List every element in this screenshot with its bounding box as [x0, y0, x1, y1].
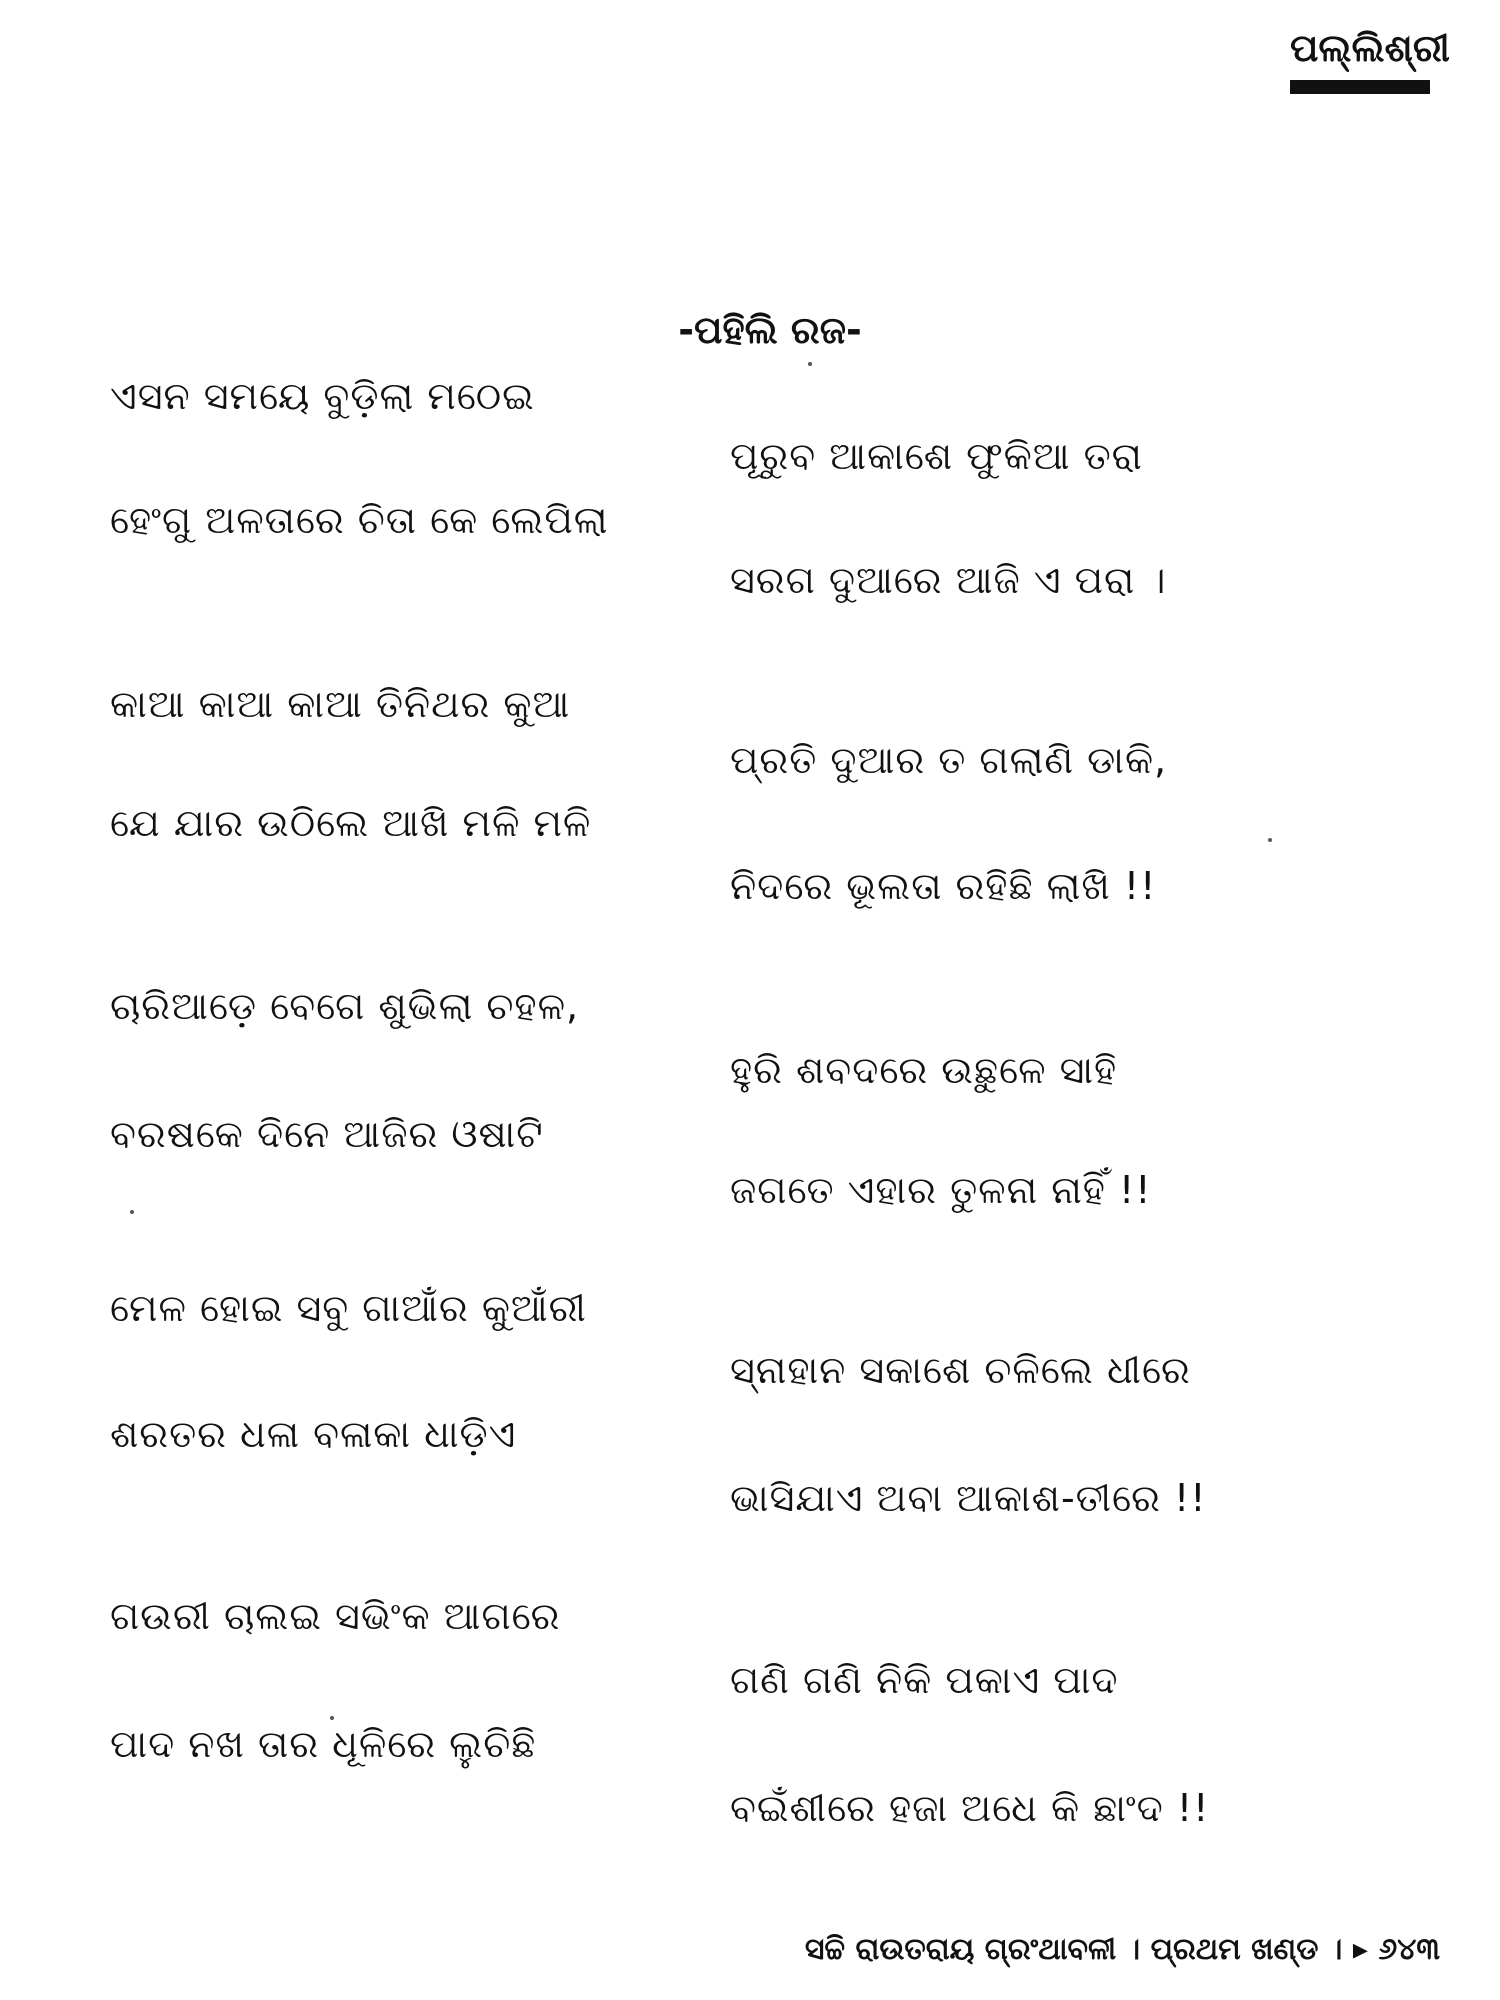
- header-rule: [1290, 80, 1430, 94]
- poem-line: ଜଗତେ ଏହାର ତୁଳନା ନାହିଁ !!: [730, 1168, 1152, 1212]
- poem-line: ହୁରି ଶବଦରେ ଉଛୁଳେ ସାହି: [730, 1048, 1118, 1092]
- poem-line: ନିଦରେ ଭୂଲତା ରହିଛି ଲାଖି !!: [730, 864, 1157, 908]
- header-section-label: ପଲ୍ଲିଶ୍ରୀ: [1290, 26, 1450, 70]
- scan-speck: [808, 362, 812, 366]
- footer-book-info: ସଚ୍ଚି ରାଉତରାୟ ଗ୍ରଂଥାବଳୀ । ପ୍ରଥମ ଖଣ୍ଡ । ▸ ୬୪୩: [804, 1932, 1440, 1967]
- scan-speck: [330, 1716, 334, 1720]
- poem-line: ଏସନ ସମୟେ ବୁଡ଼ିଲା ମଠେଇ: [110, 374, 535, 418]
- scan-speck: [130, 1210, 134, 1214]
- poem-line: ସ୍ନାହାନ ସକାଶେ ଚଳିଲେ ଧୀରେ: [730, 1348, 1191, 1392]
- poem-line: ଚାରିଆଡ଼େ ବେଗେ ଶୁଭିଲା ଚହଳ,: [110, 984, 580, 1028]
- poem-line: ପ୍ରତି ଦୁଆର ତ ଗଲାଣି ଡାକି,: [730, 738, 1168, 782]
- poem-line: ବଇଁଶୀରେ ହଜା ଅଧେ କି ଛାଂଦ !!: [730, 1786, 1210, 1830]
- poem-line: ଶରତର ଧଳା ବଳାକା ଧାଡ଼ିଏ: [110, 1412, 517, 1456]
- poem-line: ହେଂଗୁ ଅଳତାରେ ଚିତା କେ ଲେପିଲା: [110, 498, 609, 542]
- poem-line: ପୂରୁବ ଆକାଶେ ଫୁକିଆ ତରା: [730, 434, 1143, 478]
- poem-title: -ପହିଲି ରଜ-: [678, 308, 862, 352]
- poem-line: ସରଗ ଦୁଆରେ ଆଜି ଏ ପରା ।: [730, 558, 1167, 602]
- poem-line: ଯେ ଯାର ଉଠିଲେ ଆଖି ମଳି ମଳି: [110, 801, 592, 845]
- scan-speck: [1268, 838, 1272, 842]
- poem-line: ବରଷକେ ଦିନେ ଆଜିର ଓଷାଟି: [110, 1112, 544, 1156]
- poem-line: ଗଣି ଗଣି ନିକି ପକାଏ ପାଦ: [730, 1658, 1119, 1702]
- poem-line: ମେଳ ହୋଇ ସବୁ ଗାଆଁର କୁଆଁରୀ: [110, 1286, 587, 1330]
- poem-line: କାଆ କାଆ କାଆ ତିନିଥର କୁଆ: [110, 682, 571, 726]
- poem-line: ଭାସିଯାଏ ଅବା ଆକାଶ-ତୀରେ !!: [730, 1476, 1207, 1520]
- poem-line: ଗଉରୀ ଚାଲଇ ସଭିଂକ ଆଗରେ: [110, 1594, 561, 1638]
- poem-line: ପାଦ ନଖ ତାର ଧୂଳିରେ ଲୁଚିଛି: [110, 1722, 537, 1766]
